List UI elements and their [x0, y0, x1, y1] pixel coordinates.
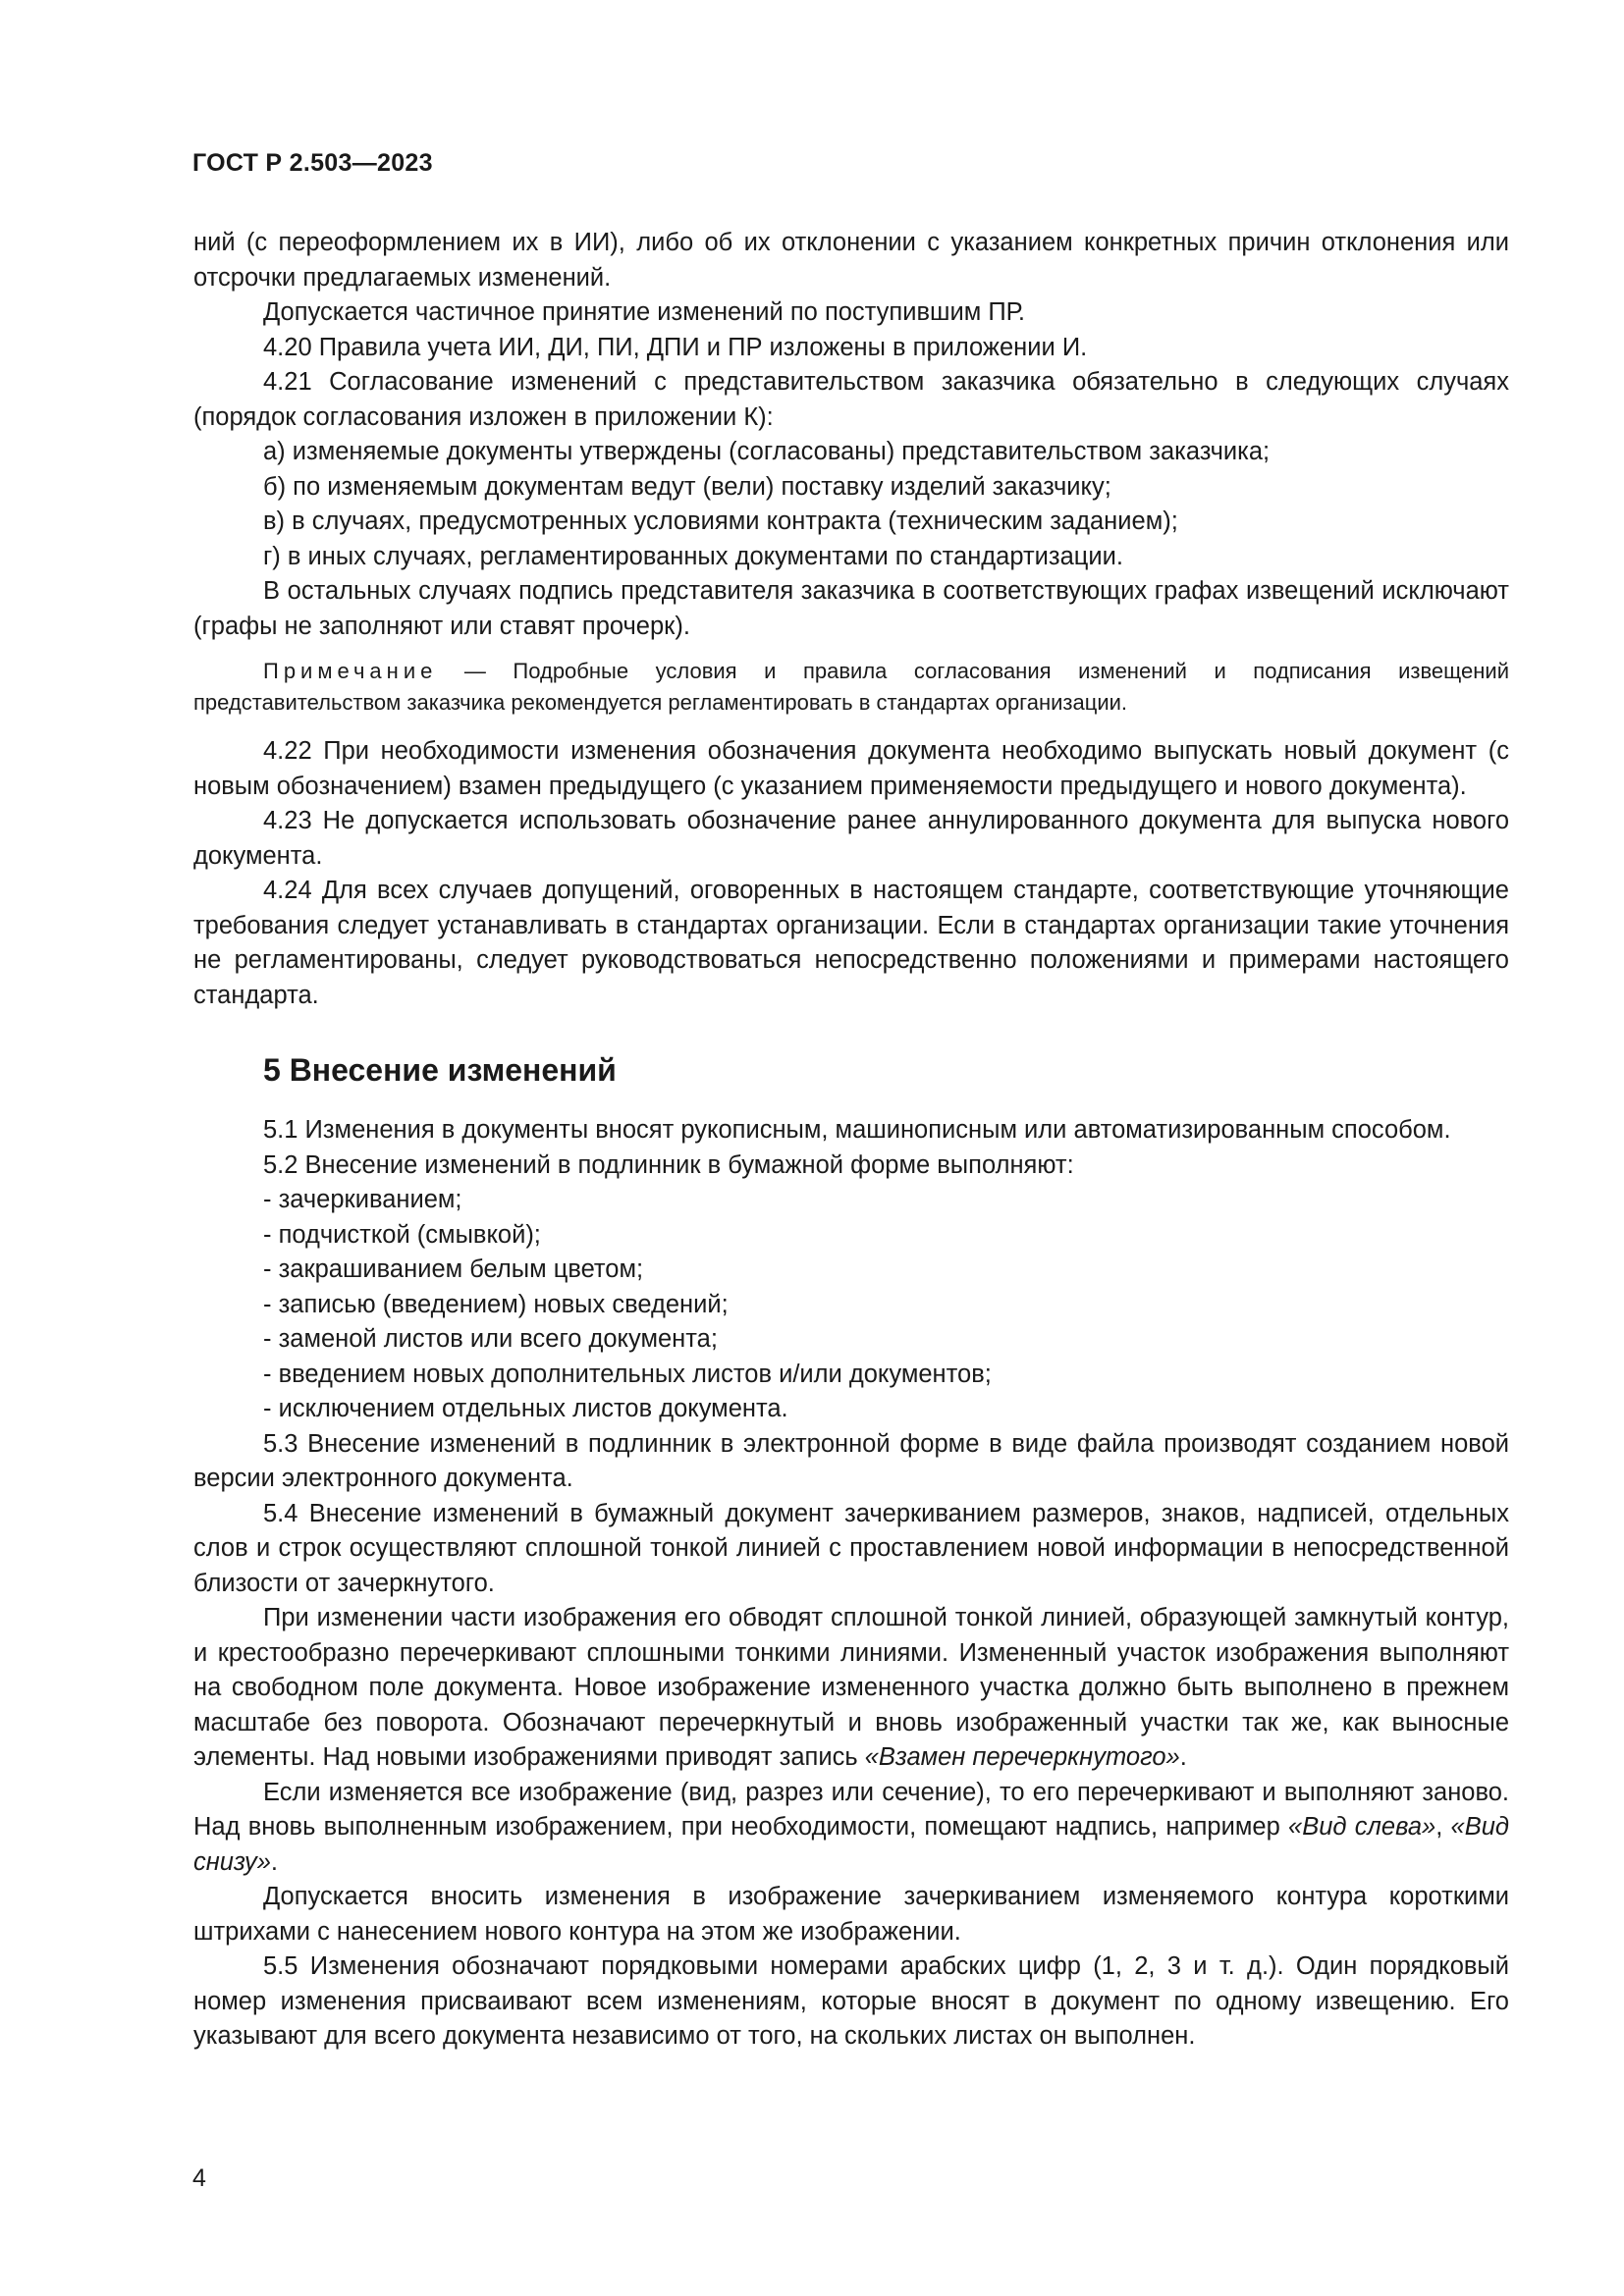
- italic-quote: «Взамен перечеркнутого»: [864, 1743, 1180, 1771]
- paragraph: При изменении части изображения его обводят сплошной тонкой линией, образующей замкнутый контур, и крестообразно перечеркивают сплошными тонкими линиями. Измененный участок изображения выполняют на свободном поле документа. Новое изображение измененного участка должно быть выполнено в прежнем масштабе без поворота. Обозначают перечеркнутый и вновь изображенный участки так же, как выносные элементы. Над новыми изображениями приводят запись «Взамен перечеркнутого».: [193, 1604, 1509, 1771]
- paragraph-5-3: 5.3 Внесение изменений в подлинник в электронной форме в виде файла производят созданием новой версии электронного документа.: [193, 1429, 1509, 1492]
- paragraph: В остальных случаях подпись представителя заказчика в соответствующих графах извещений исключают (графы не заполняют или ставят прочерк).: [193, 577, 1509, 640]
- italic-quote: «Вид слева»: [1288, 1813, 1436, 1841]
- list-item: - зачеркиванием;: [263, 1186, 462, 1213]
- text: Если изменяется все изображение (вид, разрез или сечение), то его перечеркивают и выполняют заново. Над вновь выполненным изображением, при необходимости, помещают надпись, например: [193, 1778, 1509, 1841]
- paragraph-4-24: 4.24 Для всех случаев допущений, оговоренных в настоящем стандарте, соответствующие уточняющие требования следует устанавливать в стандартах организации. Если в стандартах организации такие уточнения не регламентированы, следует руководствоваться непосредственно положениями и примерами настоящего стандарта.: [193, 877, 1509, 1009]
- paragraph-4-23: 4.23 Не допускается использовать обозначение ранее аннулированного документа для выпуска нового документа.: [193, 807, 1509, 870]
- note: [193, 656, 1509, 719]
- paragraph: ний (с переоформлением их в ИИ), либо об их отклонении с указанием конкретных причин отклонения или отсрочки предлагаемых изменений.: [193, 229, 1509, 292]
- italic-quote: «Вид снизу»: [193, 1813, 1509, 1876]
- document-header: ГОСТ Р 2.503—2023: [192, 149, 433, 177]
- page-number: 4: [192, 2164, 206, 2192]
- document-body: [193, 226, 1509, 2055]
- list-item: - подчисткой (смывкой);: [263, 1220, 541, 1249]
- list-item: - исключением отдельных листов документа.: [263, 1395, 788, 1422]
- paragraph-5-2: 5.2 Внесение изменений в подлинник в бумажной форме выполняют:: [263, 1150, 1074, 1179]
- paragraph: Если изменяется все изображение (вид, разрез или сечение), то его перечеркивают и выполняют заново. Над вновь выполненным изображением, при необходимости, помещают надпись, например «Вид слева», «Вид снизу».: [193, 1778, 1509, 1876]
- paragraph-5-1: 5.1 Изменения в документы вносят рукописным, машинописным или автоматизированным способом.: [263, 1116, 1451, 1144]
- list-item: г) в иных случаях, регламентированных документами по стандартизации.: [263, 542, 1123, 570]
- list-item: - введением новых дополнительных листов и/или документов;: [263, 1360, 992, 1388]
- section-title: 5 Внесение изменений: [263, 1052, 617, 1088]
- list-item: - заменой листов или всего документа;: [263, 1325, 718, 1353]
- list-item: - закрашиванием белым цветом;: [263, 1255, 644, 1283]
- paragraph: Допускается частичное принятие изменений по поступившим ПР.: [263, 298, 1025, 326]
- list-item: б) по изменяемым документам ведут (вели) поставку изделий заказчику;: [263, 472, 1111, 501]
- paragraph-4-22: 4.22 При необходимости изменения обозначения документа необходимо выпускать новый документ (с новым обозначением) взамен предыдущего (с указанием применяемости предыдущего и нового документа).: [193, 737, 1509, 800]
- paragraph-5-5: 5.5 Изменения обозначают порядковыми номерами арабских цифр (1, 2, 3 и т. д.). Один порядковый номер изменения присваивают всем изменениям, которые вносят в документ по одному извещению. Его указывают для всего документа независимо от того, на скольких листах он выполнен.: [193, 1952, 1509, 2050]
- note-text: — Подробные условия и правила согласования изменений и подписания извещений представительством заказчика рекомендуется регламентировать в стандартах организации.: [193, 659, 1509, 715]
- paragraph: Допускается вносить изменения в изображение зачеркиванием изменяемого контура короткими штрихами с нанесением нового контура на этом же изображении.: [193, 1883, 1509, 1946]
- paragraph-4-21: 4.21 Согласование изменений с представительством заказчика обязательно в следующих случаях (порядок согласования изложен в приложении К):: [193, 368, 1509, 431]
- paragraph-5-4: 5.4 Внесение изменений в бумажный документ зачеркиванием размеров, знаков, надписей, отдельных слов и строк осуществляют сплошной тонкой линией с проставлением новой информации в непосредственной близости от зачеркнутого.: [193, 1499, 1509, 1597]
- paragraph-4-20: 4.20 Правила учета ИИ, ДИ, ПИ, ДПИ и ПР изложены в приложении И.: [263, 333, 1088, 361]
- note-label: Примечание: [263, 659, 438, 683]
- list-item: а) изменяемые документы утверждены (согласованы) представительством заказчика;: [263, 438, 1271, 465]
- list-item: - записью (введением) новых сведений;: [263, 1290, 729, 1318]
- text: При изменении части изображения его обводят сплошной тонкой линией, образующей замкнутый контур, и крестообразно перечеркивают сплошными тонкими линиями. Измененный участок изображения выполняют на свободном поле документа. Новое изображение измененного участка должно быть выполнено в прежнем масштабе без поворота. Обозначают перечеркнутый и вновь изображенный участки так же, как выносные элементы. Над новыми изображениями приводят запись: [193, 1604, 1509, 1771]
- list-item: в) в случаях, предусмотренных условиями контракта (техническим заданием);: [263, 507, 1178, 535]
